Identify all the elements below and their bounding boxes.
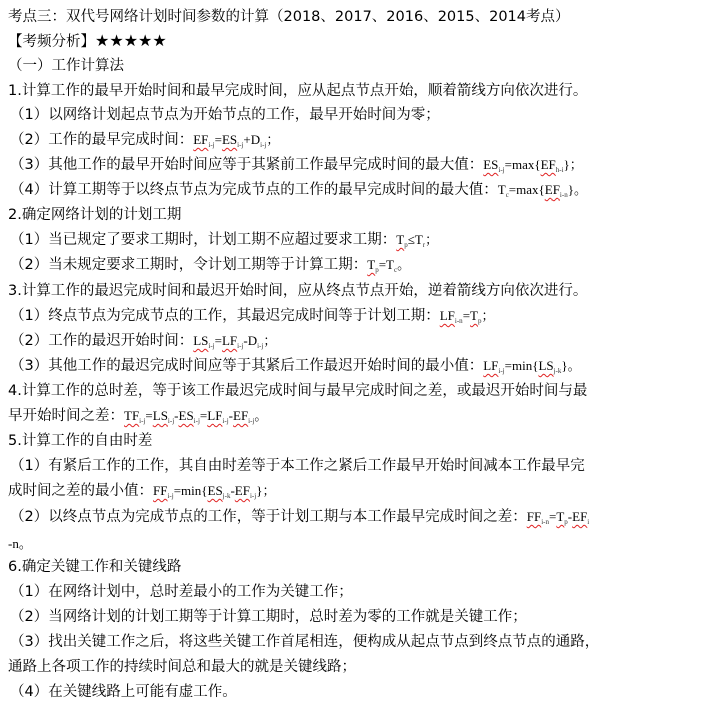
- item-1-1: （1）以网络计划起点节点为开始节点的工作，最早开始时间为零；: [10, 107, 440, 123]
- item-text: -n。: [8, 536, 32, 551]
- item-text: （2）当未规定要求工期时，令计划工期等于计算工期：: [10, 257, 368, 273]
- item-6-2: （2）当网络计划的计划工期等于计算工期时，总时差为零的工作就是关键工作；: [10, 609, 527, 625]
- item-6-3-cont: 通路上各项工作的持续时间总和最大的就是关键线路；: [8, 659, 356, 675]
- item-text: （2）以终点节点为完成节点的工作，等于计划工期与本工作最早完成时间之差：: [10, 509, 527, 525]
- item-5-1-cont: [8, 480, 275, 507]
- item-5-2: [10, 506, 589, 533]
- item-text: （4）计算工期等于以终点节点为完成节点的工作的最早完成时间的最大值：: [10, 182, 498, 198]
- item-6-1: （1）在网络计划中，总时差最小的工作为关键工作；: [10, 584, 353, 600]
- item-1-3: [10, 154, 583, 181]
- item-3-heading: 3.计算工作的最迟完成时间和最迟开始时间，应从终点节点开始，逆着箭线方向依次进行。: [8, 283, 588, 299]
- item-2-1: [10, 229, 438, 256]
- formula-lf-min: $LF_{i-j}=\min\{LS_{j-k}\}$。: [483, 358, 581, 375]
- item-text: （2）工作的最迟开始时间：: [10, 333, 194, 349]
- item-5-1: （1）有紧后工作的工作，其自由时差等于本工作之紧后工作最早开始时间减本工作最早完: [10, 458, 585, 474]
- frequency-line: [8, 30, 167, 53]
- frequency-label: 【考频分析】: [8, 34, 95, 50]
- section-heading: （一）工作计算法: [8, 58, 124, 74]
- formula-lf-n: $LF_{i-n}=T_p$；: [439, 308, 495, 325]
- formula-tc: $T_c=\max\{EF_{i-n}\}$。: [497, 182, 587, 199]
- item-4-heading: 4.计算工作的总时差，等于该工作最迟完成时间与最早完成时间之差，或最迟开始时间与最: [8, 383, 588, 399]
- formula-ef: $EF_{i-j}=ES_{i-j}+D_{i-j}$；: [193, 132, 280, 149]
- item-3-2: [10, 330, 276, 357]
- formula-tp-le-tr: $T_p\le T_r$；: [396, 232, 439, 249]
- document-title: 考点三：双代号网络计划时间参数的计算（2018、2017、2016、2015、2014考点）: [8, 9, 570, 25]
- item-text: （3）其他工作的最迟完成时间应等于其紧后工作最迟开始时间的最小值：: [10, 358, 484, 374]
- item-6-heading: 6.确定关键工作和关键线路: [8, 559, 182, 575]
- item-text: （1）终点节点为完成节点的工作，其最迟完成时间等于计划工期：: [10, 308, 440, 324]
- item-5-heading: 5.计算工作的自由时差: [8, 433, 153, 449]
- item-3-3: [10, 355, 581, 382]
- formula-tp-eq-tc: $T_p=T_c$。: [367, 257, 411, 274]
- item-4-cont: [8, 405, 267, 432]
- formula-es: $ES_{i-j}=\max\{EF_{h-i}\}$；: [483, 157, 583, 174]
- item-2-heading: 2.确定网络计划的计划工期: [8, 207, 182, 223]
- item-3-1: [10, 305, 495, 332]
- formula-tf: $TF_{i-j}=LS_{i-j}-ES_{i-j}=LF_{i-j}-EF_{i-j}$。: [124, 408, 268, 425]
- item-1-heading: 1.计算工作的最早开始时间和最早完成时间，应从起点节点开始，顺着箭线方向依次进行。: [8, 83, 588, 99]
- item-1-2: [10, 129, 279, 156]
- item-text: （3）其他工作的最早开始时间应等于其紧前工作最早完成时间的最大值：: [10, 157, 484, 173]
- item-text: （2）工作的最早完成时间：: [10, 132, 194, 148]
- item-2-2: [10, 254, 410, 281]
- item-text: （1）当已规定了要求工期时，计划工期不应超过要求工期：: [10, 232, 397, 248]
- formula-ls: $LS_{i-j}=LF_{i-j}-D_{i-j}$；: [193, 333, 277, 350]
- item-6-3: （3）找出关键工作之后，将这些关键工作首尾相连，便构成从起点节点到终点节点的通路，: [10, 634, 600, 650]
- star-rating-icon: ★★★★★: [95, 31, 167, 50]
- item-text: 早开始时间之差：: [8, 408, 124, 424]
- formula-ff-n: $FF_{i-n}=T_p-EF_i$: [526, 509, 590, 526]
- item-6-4: （4）在关键线路上可能有虚工作。: [10, 684, 237, 700]
- item-5-2-cont: [8, 533, 32, 555]
- item-text: 成时间之差的最小值：: [8, 483, 153, 499]
- item-1-4: [10, 179, 587, 206]
- formula-ff-min: $FF_{i-j}=\min\{ES_{j-k}-EF_{i-j}\}$；: [153, 483, 276, 500]
